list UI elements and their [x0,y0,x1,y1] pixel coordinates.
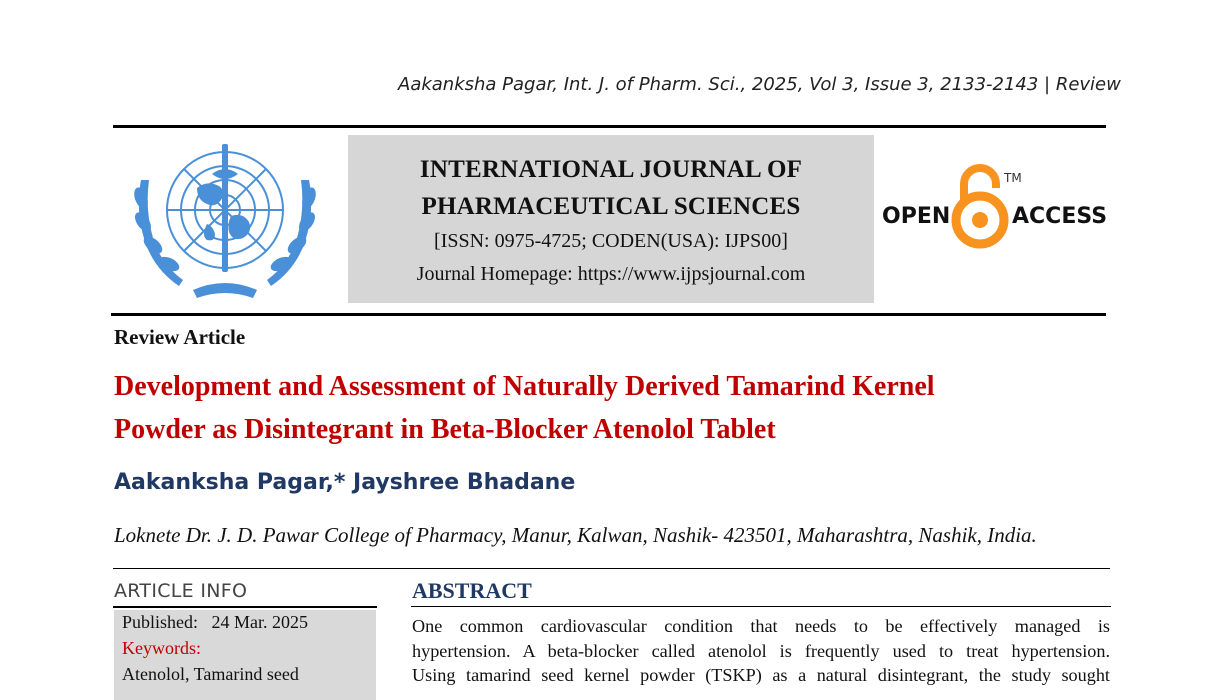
citation-header: Aakanksha Pagar, Int. J. of Pharm. Sci., 2025, Vol 3, Issue 3, 2133-2143 | Review [398,74,1121,95]
author-list: Aakanksha Pagar,* Jayshree Bhadane [114,470,576,495]
published-date: 24 Mar. 2025 [211,612,309,632]
journal-title-line2: PHARMACEUTICAL SCIENCES [421,193,801,220]
open-access-right-text: ACCESS [1012,204,1108,229]
open-lock-icon [956,168,1004,244]
abstract-line: One common cardiovascular condition that needs to be effectively managed is [412,616,1110,636]
article-info-box [114,610,376,700]
open-access-logo [880,160,1108,252]
abstract-line: Using tamarind seed kernel powder (TSKP) as a natural disintegrant, the study sought [412,665,1110,685]
article-title-line2: Powder as Disintegrant in Beta-Blocker Atenolol Tablet [114,414,776,445]
article-info-rule [113,606,377,608]
journal-emblem-logo [127,140,323,305]
published-label: Published: [122,612,199,632]
keywords-value: Atenolol, Tamarind seed [122,664,299,684]
published-row [122,612,308,633]
journal-issn: [ISSN: 0975-4725; CODEN(USA): IJPS00] [434,230,788,252]
open-access-tm: TM [1004,171,1022,185]
abstract-rule [411,606,1111,607]
journal-homepage-link[interactable]: Journal Homepage: https://www.ijpsjournal.com [416,263,806,285]
journal-title-line1: INTERNATIONAL JOURNAL OF [419,156,803,183]
article-title-line1: Development and Assessment of Naturally Derived Tamarind Kernel [114,371,935,402]
article-title [114,365,1114,451]
abstract-heading: ABSTRACT [412,578,532,603]
article-type-label: Review Article [114,325,246,349]
author-affiliation: Loknete Dr. J. D. Pawar College of Pharmacy, Manur, Kalwan, Nashik- 423501, Maharashtra, Nashik, India. [114,523,1037,547]
open-access-left-text: OPEN [882,204,951,229]
header-bottom-rule [111,313,1106,316]
abstract-text [412,614,1110,688]
keywords-label: Keywords: [122,638,201,658]
journal-title-box [348,135,874,303]
abstract-line: hypertension. A beta-blocker called atenolol is frequently used to treat hypertension. [412,640,1110,661]
affiliation-divider [113,568,1110,569]
header-top-rule [113,125,1106,128]
article-info-heading: ARTICLE INFO [114,580,248,602]
